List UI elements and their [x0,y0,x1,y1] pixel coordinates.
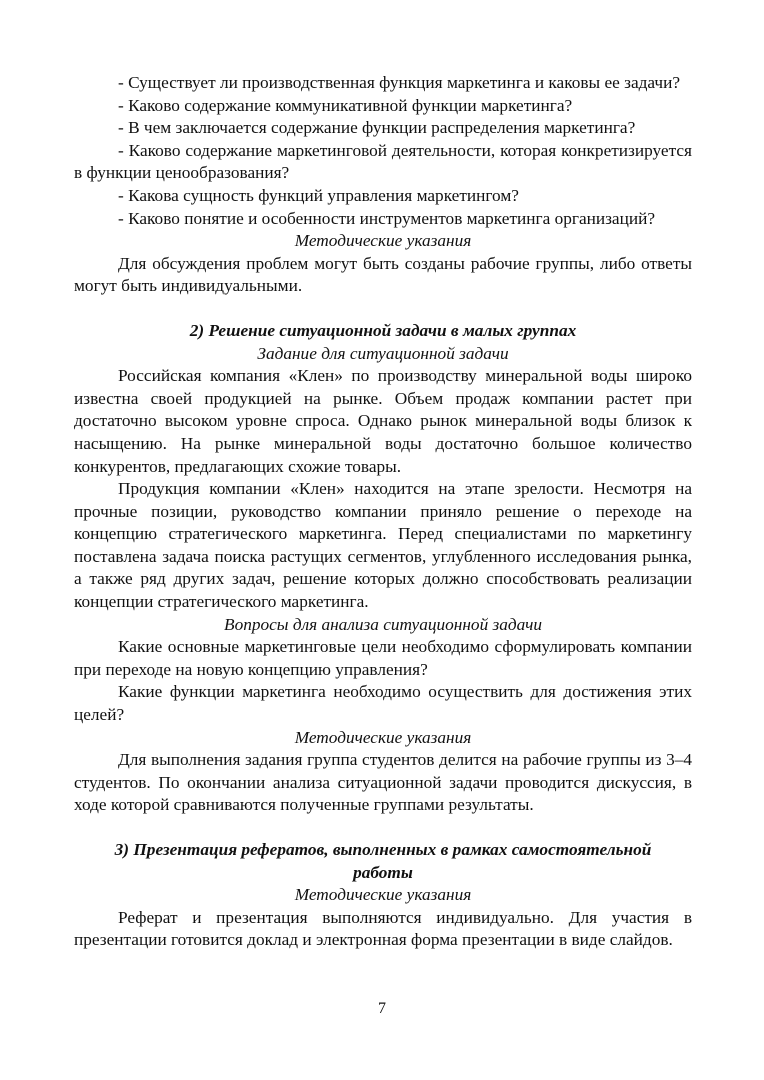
analysis-question: Какие основные маркетинговые цели необходимо сформулировать компании при переходе на новую концепцию управления? [74,637,692,679]
section-heading-line: работы [353,862,413,882]
section-heading [74,839,692,884]
question-item: - Какова сущность функций управления маркетингом? [118,185,519,205]
method-guidelines-text: Для обсуждения проблем могут быть созданы рабочие группы, либо ответы могут быть индивидуальными. [74,253,692,296]
method-guidelines-text: Реферат и презентация выполняются индивидуально. Для участия в презентации готовится доклад и электронная форма презентации в виде слайдов. [74,907,692,950]
analysis-questions-title: Вопросы для анализа ситуационной задачи [224,614,542,634]
method-guidelines-title: Методические указания [294,885,472,905]
method-guidelines-text: Для выполнения задания группа студентов делится на рабочие группы из 3–4 студентов. По окончании анализа ситуационной задачи проводится дискуссия, в ходе которой сравниваются полученные группами результаты. [74,750,692,815]
spacer [74,817,692,839]
page-number: 7 [378,1000,386,1017]
question-item: - Каково содержание маркетинговой деятельности, которая конкретизируется в функции ценообразования? [74,140,692,183]
case-paragraph: Продукция компании «Клен» находится на этапе зрелости. Несмотря на прочные позиции, руководство компании приняло решение о переходе на концепцию стратегического маркетинга. Перед специалистами по маркетингу поставлена задача поиска растущих сегментов, углубленного исследования рынка, а также ряд других задач, решение которых должно способствовать реализации концепции стратегического маркетинга. [74,479,692,612]
analysis-question: Какие функции маркетинга необходимо осуществить для достижения этих целей? [74,682,692,725]
task-title: Задание для ситуационной задачи [257,343,509,363]
document-page [74,72,692,952]
question-item: - Существует ли производственная функция маркетинга и каковы ее задачи? [118,73,680,92]
question-item: - Каково понятие и особенности инструментов маркетинга организаций? [118,208,656,228]
section-heading: 2) Решение ситуационной задачи в малых группах [189,320,577,340]
spacer [74,298,692,320]
section-heading-line: 3) Презентация рефератов, выполненных в рамках самостоятельной [114,840,652,859]
method-guidelines-title: Методические указания [294,231,472,251]
case-paragraph: Российская компания «Клен» по производству минеральной воды широко известна своей продукцией на рынке. Объем продаж компании растет при достаточно высоком уровне спроса. Однако рынок минеральной воды близок к насыщению. На рынке минеральной воды достаточно большое количество конкурентов, предлагающих схожие товары. [74,366,692,476]
question-item: - В чем заключается содержание функции распределения маркетинга? [118,118,636,138]
question-item: - Каково содержание коммуникативной функции маркетинга? [118,95,573,115]
method-guidelines-title: Методические указания [294,727,472,747]
